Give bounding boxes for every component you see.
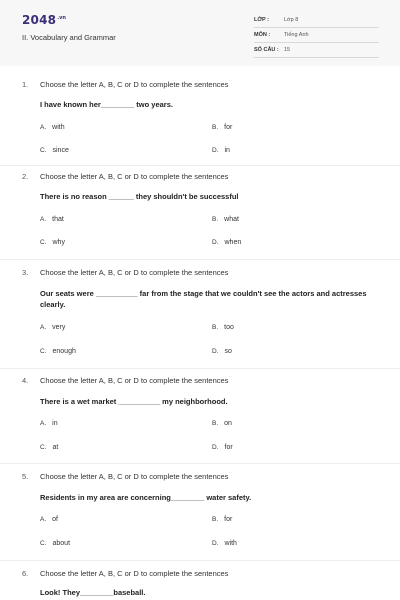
- question-instruction: Choose the letter A, B, C or D to complete the sentences: [40, 268, 229, 277]
- question-number: 1.: [22, 80, 29, 89]
- question-text: Residents in my area are concerning________ water safety.: [40, 493, 252, 502]
- meta-key: SỐ CÂU :: [254, 47, 279, 53]
- option-d[interactable]: [212, 348, 232, 355]
- option-b[interactable]: [212, 420, 232, 427]
- question-text: There is no reason ______ they shouldn't be successful: [40, 192, 239, 201]
- option-text: on: [224, 420, 232, 427]
- option-text: of: [52, 516, 58, 523]
- option-text: about: [52, 540, 71, 547]
- option-a[interactable]: [40, 516, 58, 523]
- question-instruction: Choose the letter A, B, C or D to complete the sentences: [40, 376, 229, 385]
- question-text: Our seats were __________ far from the stage that we couldn't see the actors and actresses clearly.: [40, 289, 367, 309]
- option-letter: A.: [40, 516, 47, 523]
- meta-count-row: [254, 44, 379, 58]
- logo-text: 2048: [22, 13, 57, 27]
- option-b[interactable]: [212, 216, 239, 223]
- section-title: II. Vocabulary and Grammar: [22, 33, 116, 42]
- option-c[interactable]: [40, 147, 69, 154]
- option-d[interactable]: [212, 239, 241, 246]
- question-divider: [0, 463, 400, 464]
- meta-value: 15: [284, 47, 291, 53]
- option-a[interactable]: [40, 124, 65, 131]
- meta-value: Lớp 8: [284, 17, 299, 23]
- question-instruction: Choose the letter A, B, C or D to complete the sentences: [40, 569, 229, 578]
- option-letter: C.: [40, 147, 47, 154]
- option-letter: B.: [212, 324, 219, 331]
- option-text: very: [52, 324, 66, 331]
- option-text: for: [224, 124, 233, 131]
- option-text: for: [224, 444, 233, 451]
- option-letter: B.: [212, 216, 219, 223]
- question-text: There is a wet market __________ my neighborhood.: [40, 397, 228, 406]
- option-letter: B.: [212, 124, 219, 131]
- logo-suffix: .vn: [57, 15, 66, 21]
- option-letter: C.: [40, 540, 47, 547]
- option-text: with: [52, 124, 65, 131]
- option-b[interactable]: [212, 124, 232, 131]
- option-letter: A.: [40, 420, 47, 427]
- option-c[interactable]: [40, 444, 58, 451]
- meta-key: LỚP :: [254, 17, 269, 23]
- option-text: too: [224, 324, 234, 331]
- option-text: with: [224, 540, 237, 547]
- option-c[interactable]: [40, 540, 70, 547]
- option-a[interactable]: [40, 216, 64, 223]
- option-text: since: [52, 147, 69, 154]
- option-text: that: [52, 216, 64, 223]
- option-c[interactable]: [40, 239, 65, 246]
- option-c[interactable]: [40, 348, 76, 355]
- question-number: 4.: [22, 376, 29, 385]
- question-text: I have known her________ two years.: [40, 100, 173, 109]
- question-instruction: Choose the letter A, B, C or D to complete the sentences: [40, 472, 229, 481]
- option-letter: B.: [212, 420, 219, 427]
- question-divider: [0, 560, 400, 561]
- question-number: 5.: [22, 472, 29, 481]
- option-letter: C.: [40, 348, 47, 355]
- option-a[interactable]: [40, 324, 65, 331]
- question-number: 6.: [22, 569, 29, 578]
- option-letter: B.: [212, 516, 219, 523]
- question-text: Look! They________baseball.: [40, 588, 146, 597]
- question-number: 2.: [22, 172, 29, 181]
- option-letter: D.: [212, 444, 219, 451]
- option-text: when: [224, 239, 242, 246]
- meta-value: Tiếng Anh: [284, 32, 309, 38]
- option-text: why: [52, 239, 65, 246]
- option-text: so: [224, 348, 232, 355]
- worksheet-header: [0, 0, 400, 66]
- option-letter: A.: [40, 216, 47, 223]
- option-text: enough: [52, 348, 76, 355]
- option-d[interactable]: [212, 540, 237, 547]
- option-letter: D.: [212, 348, 219, 355]
- option-letter: D.: [212, 540, 219, 547]
- meta-subject-row: [254, 29, 379, 43]
- option-letter: C.: [40, 239, 47, 246]
- option-text: in: [52, 420, 58, 427]
- option-letter: A.: [40, 124, 47, 131]
- option-text: at: [52, 444, 59, 451]
- question-divider: [0, 259, 400, 260]
- meta-key: MÔN :: [254, 32, 271, 38]
- site-logo[interactable]: [22, 13, 66, 27]
- option-text: in: [224, 147, 230, 154]
- option-a[interactable]: [40, 420, 58, 427]
- option-letter: D.: [212, 239, 219, 246]
- option-text: what: [224, 216, 239, 223]
- question-number: 3.: [22, 268, 29, 277]
- option-b[interactable]: [212, 516, 232, 523]
- question-instruction: Choose the letter A, B, C or D to complete the sentences: [40, 172, 229, 181]
- option-letter: D.: [212, 147, 219, 154]
- meta-class-row: [254, 14, 379, 28]
- option-d[interactable]: [212, 147, 230, 154]
- question-instruction: Choose the letter A, B, C or D to complete the sentences: [40, 80, 229, 89]
- option-text: for: [224, 516, 233, 523]
- option-letter: A.: [40, 324, 47, 331]
- question-divider: [0, 165, 400, 166]
- option-d[interactable]: [212, 444, 233, 451]
- question-divider: [0, 368, 400, 369]
- option-b[interactable]: [212, 324, 234, 331]
- option-letter: C.: [40, 444, 47, 451]
